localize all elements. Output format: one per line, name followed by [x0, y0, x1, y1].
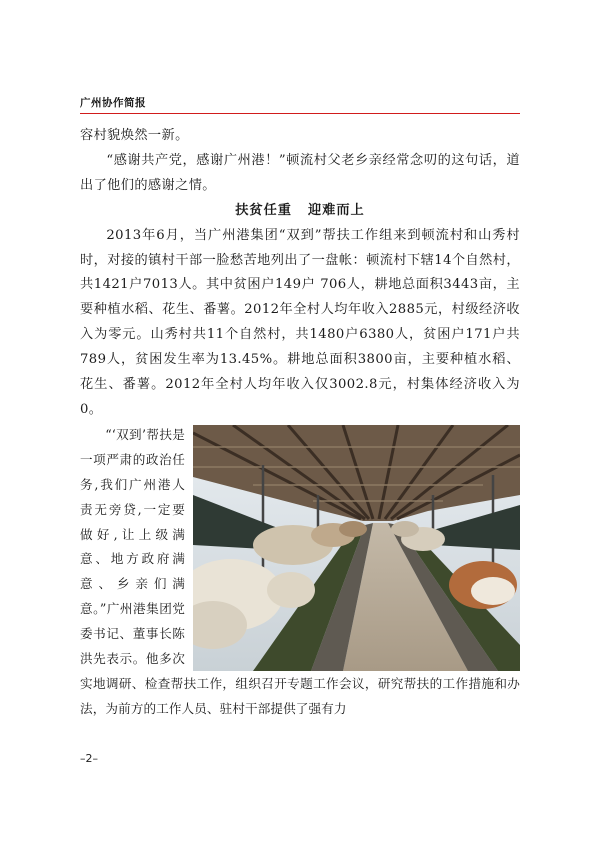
paragraph-leader-quote: “‘双到’帮扶是一项严肃的政治任务,我们广州港人责无旁贷,一定要做好,让上级满意、地方政府满意、乡亲们满意。”广州港集团党委书记、董事长陈洪先表示。他多次实地调研、检查帮扶工作，组织召开专题工作会议，研究帮扶的工作措施和办法，为前方的工作人员、驻村干部提供了强有力 — [80, 426, 520, 716]
paragraph-statistics: 2013年6月，当广州港集团“双到”帮扶工作组来到顿流村和山秀村时，对接的镇村干部一脸愁苦地列出了一盘帐：顿流村下辖14个自然村，共1421户7013人。其中贫困户149户 706人，耕地总面积3443亩，主要种植水稻、花生、番薯。2012年全村人均年收入2885元，村级经济收入为零元。山秀村共11个自然村，共1480户6380人，贫困户171户共789人，贫困发生率为13.45%。耕地总面积3800亩，主要种植水稻、花生、番薯。2012年全村人均年收入仅3002.8元，村集体经济收入为0。 — [80, 227, 520, 417]
report-header — [80, 95, 520, 111]
paragraph-quote-thanks: “感谢共产党，感谢广州港！”顿流村父老乡亲经常念叨的这句话，道出了他们的感谢之情。 — [80, 152, 520, 193]
page-number: –2– — [80, 752, 98, 765]
cattle-barn-photo — [193, 425, 520, 671]
text-image-wrap — [80, 423, 520, 716]
section-heading-left: 扶贫任重 — [235, 202, 292, 218]
section-heading-right: 迎难而上 — [308, 202, 365, 218]
header-divider — [80, 113, 520, 114]
paragraph-intro: 容村貌焕然一新。 — [80, 128, 189, 143]
section-heading — [80, 199, 520, 224]
article-body — [80, 124, 520, 716]
report-title: 广州协作简报 — [80, 97, 146, 109]
